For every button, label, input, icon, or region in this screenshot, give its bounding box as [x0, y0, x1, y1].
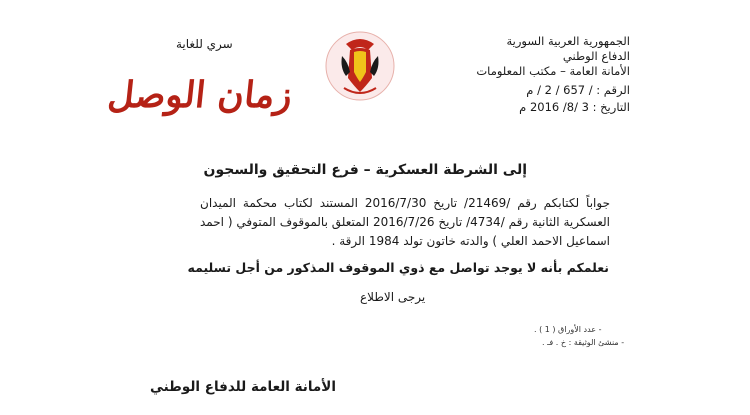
recipient-line: إلى الشرطة العسكرية – فرع التحقيق والسجون	[203, 162, 527, 178]
closing-line: يرجى الاطلاع	[360, 290, 426, 304]
header-right	[430, 34, 630, 115]
watermark-logo: زمان الوصل	[105, 74, 295, 116]
eagle-flag-emblem-icon	[320, 26, 400, 106]
header-country: الجمهورية العربية السورية	[506, 34, 630, 48]
classification-label: سري للغاية	[176, 37, 233, 51]
header-reference: الرقم : / 657 / 2 / م	[526, 83, 630, 97]
signature-line: الأمانة العامة للدفاع الوطني	[150, 379, 336, 395]
header-date: التاريخ : 3 /8/ 2016 م	[519, 100, 630, 114]
footnote-author: - منشئ الوثيقة : خ . فـ .	[542, 338, 625, 347]
header-department: الدفاع الوطني	[562, 49, 630, 63]
footnote-pages: - عدد الأوراق ( 1 ) .	[534, 325, 602, 334]
header-office: الأمانة العامة – مكتب المعلومات	[476, 64, 630, 78]
notice-line: نعلمكم بأنه لا يوجد تواصل مع ذوي الموقوف المذكور من أجل تسليمه	[187, 260, 609, 275]
body-paragraph: جواباً لكتابكم رقم /21469/ تاريخ 2016/7/30 المستند لكتاب محكمة الميدان العسكرية الثانية رقم /4734/ تاريخ 2016/7/26 المتعلق بالموقوف المتوفي ( احمد اسماعيل الاحمد العلي ) والدته خاتون تولد 1984 الرقة .	[200, 196, 610, 248]
